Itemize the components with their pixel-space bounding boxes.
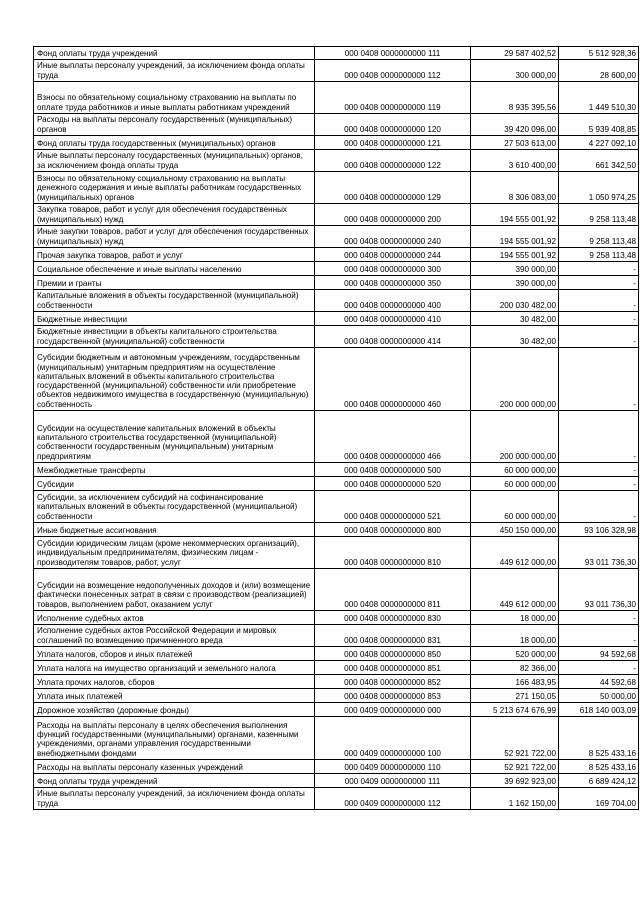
row-code-cell: 000 0408 0000000000 410 [315, 312, 471, 326]
row-approved-cell: 18 000,00 [471, 625, 559, 647]
row-code-cell: 000 0408 0000000000 121 [315, 136, 471, 150]
row-approved-cell: 520 000,00 [471, 647, 559, 661]
row-executed-cell: 9 258 113,48 [559, 248, 639, 262]
row-code-cell: 000 0408 0000000000 119 [315, 82, 471, 114]
row-code-cell: 000 0408 0000000000 850 [315, 647, 471, 661]
row-name-cell: Закупка товаров, работ и услуг для обеспечения государственных (муниципальных) нужд [34, 204, 315, 226]
row-code-cell: 000 0408 0000000000 120 [315, 114, 471, 136]
row-name-cell: Фонд оплаты труда государственных (муниципальных) органов [34, 136, 315, 150]
row-name-cell: Субсидии на возмещение недополученных доходов и (или) возмещение фактически понесенных затрат в связи с производством (реализацией) товаров, выполнением работ, оказанием услуг [34, 569, 315, 611]
table-row [34, 569, 639, 611]
table-row [34, 248, 639, 262]
row-executed-cell: - [559, 312, 639, 326]
row-code-cell: 000 0408 0000000000 200 [315, 204, 471, 226]
row-approved-cell: 166 483,95 [471, 675, 559, 689]
row-executed-cell: - [559, 491, 639, 523]
row-code-cell: 000 0409 0000000000 100 [315, 717, 471, 760]
row-executed-cell: 6 689 424,12 [559, 774, 639, 788]
row-code-cell: 000 0408 0000000000 852 [315, 675, 471, 689]
row-name-cell: Межбюджетные трансферты [34, 463, 315, 477]
table-row [34, 788, 639, 810]
row-code-cell: 000 0408 0000000000 350 [315, 276, 471, 290]
row-code-cell: 000 0408 0000000000 112 [315, 60, 471, 82]
table-row [34, 262, 639, 276]
row-code-cell: 000 0408 0000000000 300 [315, 262, 471, 276]
row-approved-cell: 450 150 000,00 [471, 523, 559, 537]
row-code-cell: 000 0408 0000000000 240 [315, 226, 471, 248]
table-row [34, 204, 639, 226]
row-code-cell: 000 0409 0000000000 112 [315, 788, 471, 810]
row-name-cell: Иные выплаты персоналу государственных (муниципальных) органов, за исключением фонда оплаты труда [34, 150, 315, 172]
table-row [34, 114, 639, 136]
row-code-cell: 000 0408 0000000000 129 [315, 172, 471, 204]
row-code-cell: 000 0408 0000000000 811 [315, 569, 471, 611]
row-executed-cell: 5 512 928,36 [559, 47, 639, 60]
row-approved-cell: 200 000 000,00 [471, 411, 559, 463]
table-row [34, 689, 639, 703]
row-code-cell: 000 0408 0000000000 830 [315, 611, 471, 625]
row-executed-cell: - [559, 326, 639, 348]
row-name-cell: Капитальные вложения в объекты государственной (муниципальной) собственности [34, 290, 315, 312]
table-row [34, 226, 639, 248]
row-approved-cell: 271 150,05 [471, 689, 559, 703]
table-row [34, 47, 639, 60]
row-name-cell: Субсидии бюджетным и автономным учреждениям, государственным (муниципальным) унитарным предприятиям на осуществление капитальных вложений в объекты капитального строительства государственной (муниципальной) собственности или приобретение объектов недвижимого имущества в государственную (муниципальную) собственность [34, 348, 315, 411]
row-executed-cell: 661 342,50 [559, 150, 639, 172]
row-executed-cell: - [559, 348, 639, 411]
row-executed-cell: 50 000,00 [559, 689, 639, 703]
row-approved-cell: 18 000,00 [471, 611, 559, 625]
row-executed-cell: 5 939 408,85 [559, 114, 639, 136]
table-row [34, 611, 639, 625]
row-name-cell: Фонд оплаты труда учреждений [34, 774, 315, 788]
row-approved-cell: 60 000 000,00 [471, 491, 559, 523]
table-row [34, 60, 639, 82]
row-executed-cell: 28 600,00 [559, 60, 639, 82]
row-code-cell: 000 0408 0000000000 521 [315, 491, 471, 523]
row-executed-cell: - [559, 661, 639, 675]
row-approved-cell: 8 935 395,56 [471, 82, 559, 114]
row-name-cell: Иные бюджетные ассигнования [34, 523, 315, 537]
row-approved-cell: 194 555 001,92 [471, 248, 559, 262]
row-code-cell: 000 0408 0000000000 244 [315, 248, 471, 262]
row-code-cell: 000 0409 0000000000 110 [315, 760, 471, 774]
row-approved-cell: 30 482,00 [471, 326, 559, 348]
row-approved-cell: 390 000,00 [471, 276, 559, 290]
table-row [34, 411, 639, 463]
row-executed-cell: - [559, 276, 639, 290]
row-approved-cell: 82 366,00 [471, 661, 559, 675]
row-executed-cell: 9 258 113,48 [559, 204, 639, 226]
row-name-cell: Бюджетные инвестиции в объекты капитального строительства государственной (муниципальной) собственности [34, 326, 315, 348]
table-row [34, 647, 639, 661]
table-row [34, 312, 639, 326]
row-approved-cell: 449 612 000,00 [471, 537, 559, 569]
row-executed-cell: 44 592,68 [559, 675, 639, 689]
row-executed-cell: - [559, 611, 639, 625]
row-approved-cell: 300 000,00 [471, 60, 559, 82]
row-name-cell: Субсидии [34, 477, 315, 491]
row-name-cell: Исполнение судебных актов Российской Федерации и мировых соглашений по возмещению причиненного вреда [34, 625, 315, 647]
row-code-cell: 000 0408 0000000000 800 [315, 523, 471, 537]
row-name-cell: Иные выплаты персоналу учреждений, за исключением фонда оплаты труда [34, 60, 315, 82]
table-row [34, 136, 639, 150]
row-name-cell: Социальное обеспечение и иные выплаты населению [34, 262, 315, 276]
row-name-cell: Субсидии на осуществление капитальных вложений в объекты капитального строительства государственной (муниципальной) собственности государственным (муниципальным) унитарным предприятиям [34, 411, 315, 463]
row-approved-cell: 390 000,00 [471, 262, 559, 276]
row-name-cell: Дорожное хозяйство (дорожные фонды) [34, 703, 315, 717]
row-name-cell: Расходы на выплаты персоналу государственных (муниципальных) органов [34, 114, 315, 136]
row-approved-cell: 3 610 400,00 [471, 150, 559, 172]
table-row [34, 703, 639, 717]
row-approved-cell: 200 000 000,00 [471, 348, 559, 411]
row-executed-cell: - [559, 290, 639, 312]
row-name-cell: Прочая закупка товаров, работ и услуг [34, 248, 315, 262]
row-code-cell: 000 0408 0000000000 460 [315, 348, 471, 411]
row-executed-cell: 8 525 433,16 [559, 760, 639, 774]
row-code-cell: 000 0408 0000000000 466 [315, 411, 471, 463]
row-approved-cell: 1 162 150,00 [471, 788, 559, 810]
row-code-cell: 000 0408 0000000000 414 [315, 326, 471, 348]
row-code-cell: 000 0408 0000000000 853 [315, 689, 471, 703]
row-approved-cell: 39 692 923,00 [471, 774, 559, 788]
row-code-cell: 000 0408 0000000000 400 [315, 290, 471, 312]
row-executed-cell: 93 106 328,98 [559, 523, 639, 537]
table-row [34, 760, 639, 774]
row-name-cell: Иные выплаты персоналу учреждений, за исключением фонда оплаты труда [34, 788, 315, 810]
row-executed-cell: - [559, 477, 639, 491]
row-executed-cell: - [559, 411, 639, 463]
row-executed-cell: 1 449 510,30 [559, 82, 639, 114]
row-name-cell: Фонд оплаты труда учреждений [34, 47, 315, 60]
budget-execution-table [33, 46, 639, 810]
row-approved-cell: 60 000 000,00 [471, 477, 559, 491]
table-row [34, 523, 639, 537]
table-row [34, 477, 639, 491]
row-executed-cell: 8 525 433,16 [559, 717, 639, 760]
row-approved-cell: 5 213 674 676,99 [471, 703, 559, 717]
table-row [34, 537, 639, 569]
row-code-cell: 000 0408 0000000000 111 [315, 47, 471, 60]
table-row [34, 82, 639, 114]
row-executed-cell: - [559, 262, 639, 276]
row-executed-cell: 1 050 974,25 [559, 172, 639, 204]
row-executed-cell: 4 227 092,10 [559, 136, 639, 150]
row-name-cell: Иные закупки товаров, работ и услуг для обеспечения государственных (муниципальных) нужд [34, 226, 315, 248]
table-row [34, 463, 639, 477]
row-name-cell: Премии и гранты [34, 276, 315, 290]
row-executed-cell: 94 592,68 [559, 647, 639, 661]
row-name-cell: Расходы на выплаты персоналу в целях обеспечения выполнения функций государственными (муниципальными) органами, казенными учреждениями, органами управления государственными внебюджетными фондами [34, 717, 315, 760]
table-row [34, 276, 639, 290]
row-code-cell: 000 0408 0000000000 831 [315, 625, 471, 647]
row-name-cell: Исполнение судебных актов [34, 611, 315, 625]
row-approved-cell: 194 555 001,92 [471, 204, 559, 226]
row-approved-cell: 8 306 083,00 [471, 172, 559, 204]
table-row [34, 661, 639, 675]
row-name-cell: Расходы на выплаты персоналу казенных учреждений [34, 760, 315, 774]
row-name-cell: Уплата налогов, сборов и иных платежей [34, 647, 315, 661]
row-approved-cell: 30 482,00 [471, 312, 559, 326]
row-name-cell: Субсидии, за исключением субсидий на софинансирование капитальных вложений в объекты государственной (муниципальной) собственности [34, 491, 315, 523]
table-row [34, 326, 639, 348]
row-name-cell: Уплата иных платежей [34, 689, 315, 703]
table-row [34, 675, 639, 689]
table-row [34, 348, 639, 411]
row-code-cell: 000 0408 0000000000 810 [315, 537, 471, 569]
table-body [34, 47, 639, 810]
row-executed-cell: - [559, 625, 639, 647]
table-row [34, 290, 639, 312]
row-code-cell: 000 0408 0000000000 520 [315, 477, 471, 491]
row-approved-cell: 449 612 000,00 [471, 569, 559, 611]
row-approved-cell: 27 503 613,00 [471, 136, 559, 150]
row-code-cell: 000 0408 0000000000 851 [315, 661, 471, 675]
row-executed-cell: - [559, 463, 639, 477]
row-name-cell: Уплата прочих налогов, сборов [34, 675, 315, 689]
row-executed-cell: 169 704,00 [559, 788, 639, 810]
row-name-cell: Взносы по обязательному социальному страхованию на выплаты денежного содержания и иные выплаты работникам государственных (муниципальных) органов [34, 172, 315, 204]
row-name-cell: Взносы по обязательному социальному страхованию на выплаты по оплате труда работников и иные выплаты работникам учреждений [34, 82, 315, 114]
row-approved-cell: 60 000 000,00 [471, 463, 559, 477]
row-code-cell: 000 0408 0000000000 122 [315, 150, 471, 172]
row-executed-cell: 93 011 736,30 [559, 569, 639, 611]
row-approved-cell: 194 555 001,92 [471, 226, 559, 248]
row-name-cell: Субсидии юридическим лицам (кроме некоммерческих организаций), индивидуальным предпринимателям, физическим лицам - производителям товаров, работ, услуг [34, 537, 315, 569]
row-executed-cell: 93 011 736,30 [559, 537, 639, 569]
row-approved-cell: 52 921 722,00 [471, 717, 559, 760]
row-approved-cell: 39 420 096,00 [471, 114, 559, 136]
row-executed-cell: 9 258 113,48 [559, 226, 639, 248]
table-row [34, 717, 639, 760]
row-code-cell: 000 0408 0000000000 500 [315, 463, 471, 477]
table-row [34, 625, 639, 647]
table-row [34, 172, 639, 204]
table-row [34, 774, 639, 788]
row-approved-cell: 200 030 482,00 [471, 290, 559, 312]
table-row [34, 491, 639, 523]
row-approved-cell: 29 587 402,52 [471, 47, 559, 60]
row-executed-cell: 618 140 003,09 [559, 703, 639, 717]
table-row [34, 150, 639, 172]
row-approved-cell: 52 921 722,00 [471, 760, 559, 774]
row-name-cell: Уплата налога на имущество организаций и земельного налога [34, 661, 315, 675]
row-name-cell: Бюджетные инвестиции [34, 312, 315, 326]
row-code-cell: 000 0409 0000000000 111 [315, 774, 471, 788]
row-code-cell: 000 0409 0000000000 000 [315, 703, 471, 717]
